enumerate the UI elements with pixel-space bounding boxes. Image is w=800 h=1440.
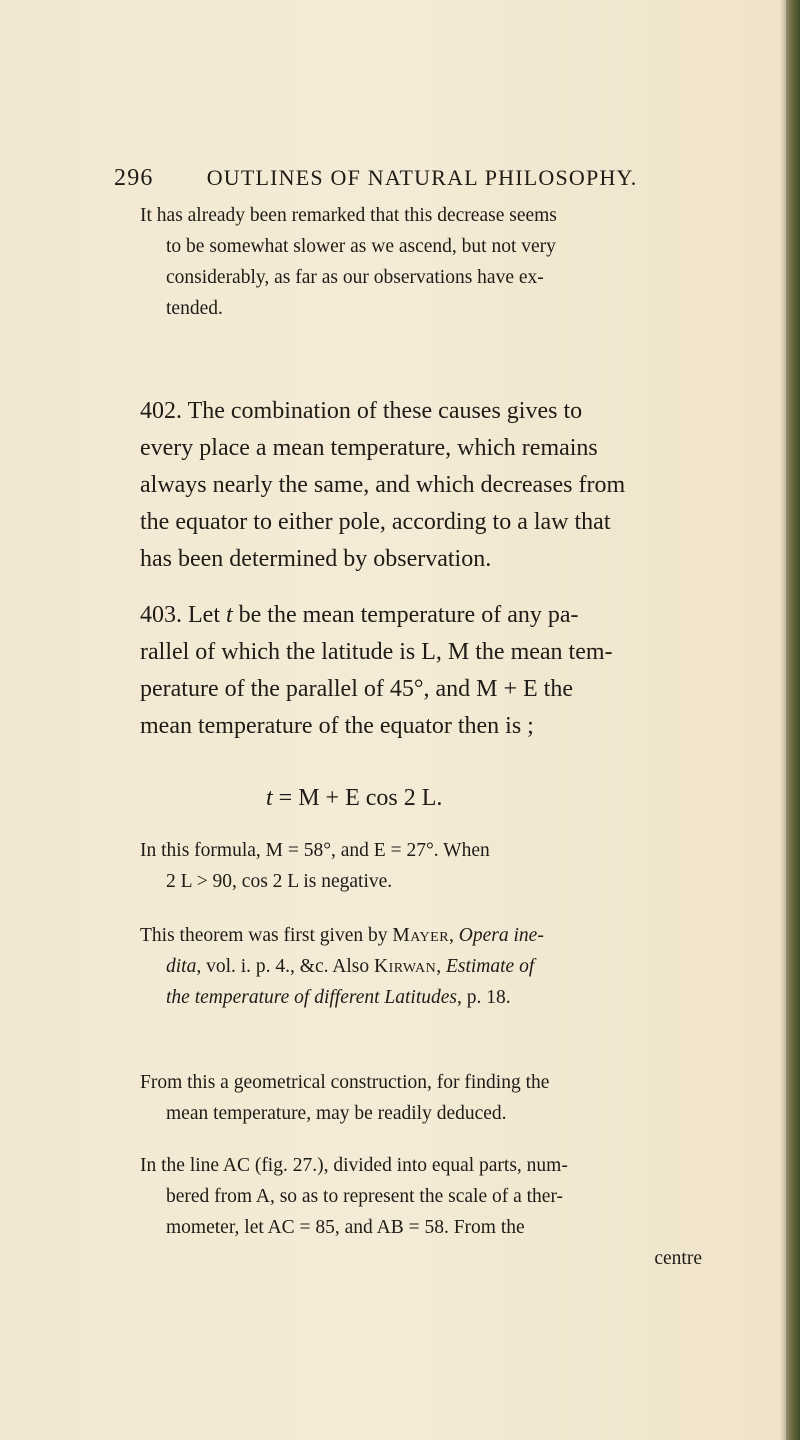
text-line: every place a mean temperature, which remains (140, 435, 598, 461)
text-line: considerably, as far as our observations have ex- (166, 267, 544, 288)
book-spine-edge (786, 0, 800, 1440)
intro-paragraph (140, 200, 720, 324)
running-header (114, 165, 714, 192)
text-line: the equator to either pole, according to a law that (140, 509, 611, 535)
temperature-formula (266, 785, 442, 812)
text-line (140, 920, 730, 951)
text-line: tended. (166, 298, 223, 319)
text-run: be the mean temperature of any pa- (232, 602, 579, 628)
work-title: the temperature of different Latitudes (166, 987, 458, 1008)
text-line: From this a geometrical construction, for finding the (140, 1072, 550, 1093)
paragraph-402 (140, 393, 730, 578)
catchword: centre (654, 1248, 702, 1269)
work-title: Opera ine- (458, 925, 544, 946)
text-line: to be somewhat slower as we ascend, but not very (166, 236, 556, 257)
formula-expression: = M + E cos 2 L. (272, 785, 443, 811)
text-line: 402. The combination of these causes gives to (140, 398, 583, 424)
text-line: rallel of which the latitude is L, M the mean tem- (140, 639, 613, 665)
formula-note (140, 835, 730, 897)
text-run: This theorem was first given by (140, 925, 393, 946)
work-title: dita (166, 956, 197, 977)
text-line (140, 951, 730, 982)
running-title: OUTLINES OF NATURAL PHILOSOPHY. (206, 165, 638, 190)
text-line: always nearly the same, and which decreases from (140, 472, 626, 498)
text-line: It has already been remarked that this decrease seems (140, 205, 557, 226)
paragraph-403 (140, 597, 730, 745)
author-name: Kirwan (374, 956, 437, 977)
formula-variable: t (266, 785, 273, 811)
text-run: , vol. i. p. 4., &c. Also (196, 956, 375, 977)
text-line (140, 597, 730, 634)
text-run: , p. 18. (457, 987, 511, 1008)
text-line (140, 982, 730, 1013)
text-run: 403. Let (140, 602, 226, 628)
text-line: bered from A, so as to represent the scale of a ther- (166, 1186, 564, 1207)
source-note (140, 920, 730, 1013)
text-line: In the line AC (fig. 27.), divided into equal parts, num- (140, 1155, 568, 1176)
line-construction-note (140, 1150, 730, 1274)
variable-t: t (225, 602, 233, 628)
text-line: mean temperature of the equator then is ; (140, 713, 534, 739)
page-number: 296 (114, 165, 154, 191)
author-name: Mayer (392, 925, 450, 946)
text-line: 2 L > 90, cos 2 L is negative. (166, 871, 393, 892)
work-title: Estimate of (445, 956, 535, 977)
construction-note (140, 1067, 730, 1129)
text-line: In this formula, M = 58°, and E = 27°. When (140, 840, 490, 861)
text-line: mometer, let AC = 85, and AB = 58. From the (166, 1217, 525, 1238)
text-line: mean temperature, may be readily deduced. (166, 1103, 507, 1124)
text-run: , (436, 956, 446, 977)
text-run: , (449, 925, 459, 946)
text-line: has been determined by observation. (140, 546, 492, 572)
text-line: perature of the parallel of 45°, and M + E the (140, 676, 573, 702)
